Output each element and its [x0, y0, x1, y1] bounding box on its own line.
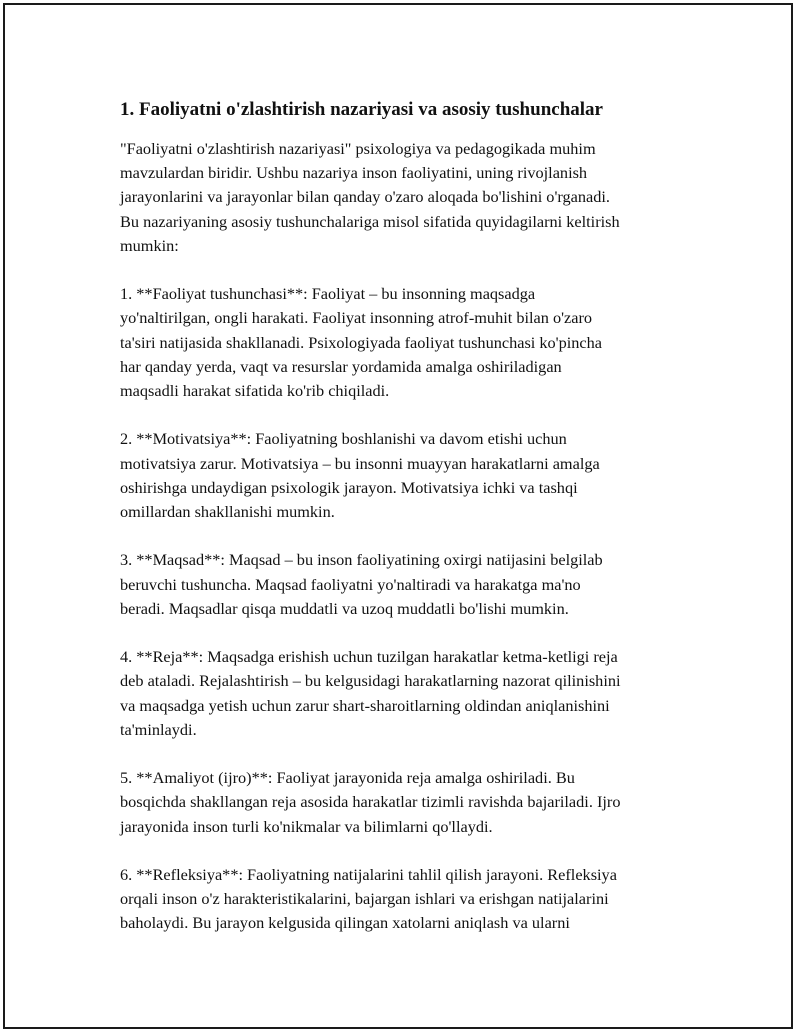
- paragraph-reja: 4. **Reja**: Maqsadga erishish uchun tuzilgan harakatlar ketma-ketligi reja deb ataladi. Rejalashtirish – bu kelgusidagi harakatlarning nazorat qilinishini va maqsadga yetish uchun zarur shart-sharoitlarning oldindan aniqlanishini ta'minlaydi.: [120, 647, 621, 739]
- intro-paragraph: "Faoliyatni o'zlashtirish nazariyasi" psixologiya va pedagogikada muhim mavzulardan biridir. Ushbu nazariya inson faoliyatini, uning rivojlanish jarayonlarini va jarayonlar bilan qanday o'zaro aloqada bo'lishini o'rganadi. Bu nazariyaning asosiy tushunchalariga misol sifatida quyidagilarni keltirish mumkin:: [120, 139, 620, 255]
- document-page: [3, 3, 793, 1029]
- document-body: [120, 97, 690, 960]
- document-title: 1. Faoliyatni o'zlashtirish nazariyasi va asosiy tushunchalar: [120, 99, 603, 120]
- paragraph-maqsad: 3. **Maqsad**: Maqsad – bu inson faoliyatining oxirgi natijasini belgilab beruvchi tushuncha. Maqsad faoliyatni yo'naltiradi va harakatga ma'no beradi. Maqsadlar qisqa muddatli va uzoq muddatli bo'lishi mumkin.: [120, 550, 603, 618]
- paragraph-amaliyot: 5. **Amaliyot (ijro)**: Faoliyat jarayonida reja amalga oshiriladi. Bu bosqichda shakllangan reja asosida harakatlar tizimli ravishda bajariladi. Ijro jarayonida inson turli ko'nikmalar va bilimlarni qo'llaydi.: [120, 768, 621, 836]
- paragraph-refleksiya: 6. **Refleksiya**: Faoliyatning natijalarini tahlil qilish jarayoni. Refleksiya orqali inson o'z harakteristikalarini, bajargan ishlari va erishgan natijalarini baholaydi. Bu jarayon kelgusida qilingan xatolarni aniqlash va ularni: [120, 865, 617, 933]
- paragraph-motivatsiya: 2. **Motivatsiya**: Faoliyatning boshlanishi va davom etishi uchun motivatsiya zarur. Motivatsiya – bu insonni muayyan harakatlarni amalga oshirishga undaydigan psixologik jarayon. Motivatsiya ichki va tashqi omillardan shakllanishi mumkin.: [120, 429, 600, 522]
- paragraph-faoliyat: 1. **Faoliyat tushunchasi**: Faoliyat – bu insonning maqsadga yo'naltirilgan, ongli harakati. Faoliyat insonning atrof-muhit bilan o'zaro ta'siri natijasida shakllanadi. Psixologiyada faoliyat tushunchasi ko'pincha har qanday yerda, vaqt va resurslar yordamida amalga oshiriladigan maqsadli harakat sifatida ko'rib chiqiladi.: [120, 284, 602, 401]
